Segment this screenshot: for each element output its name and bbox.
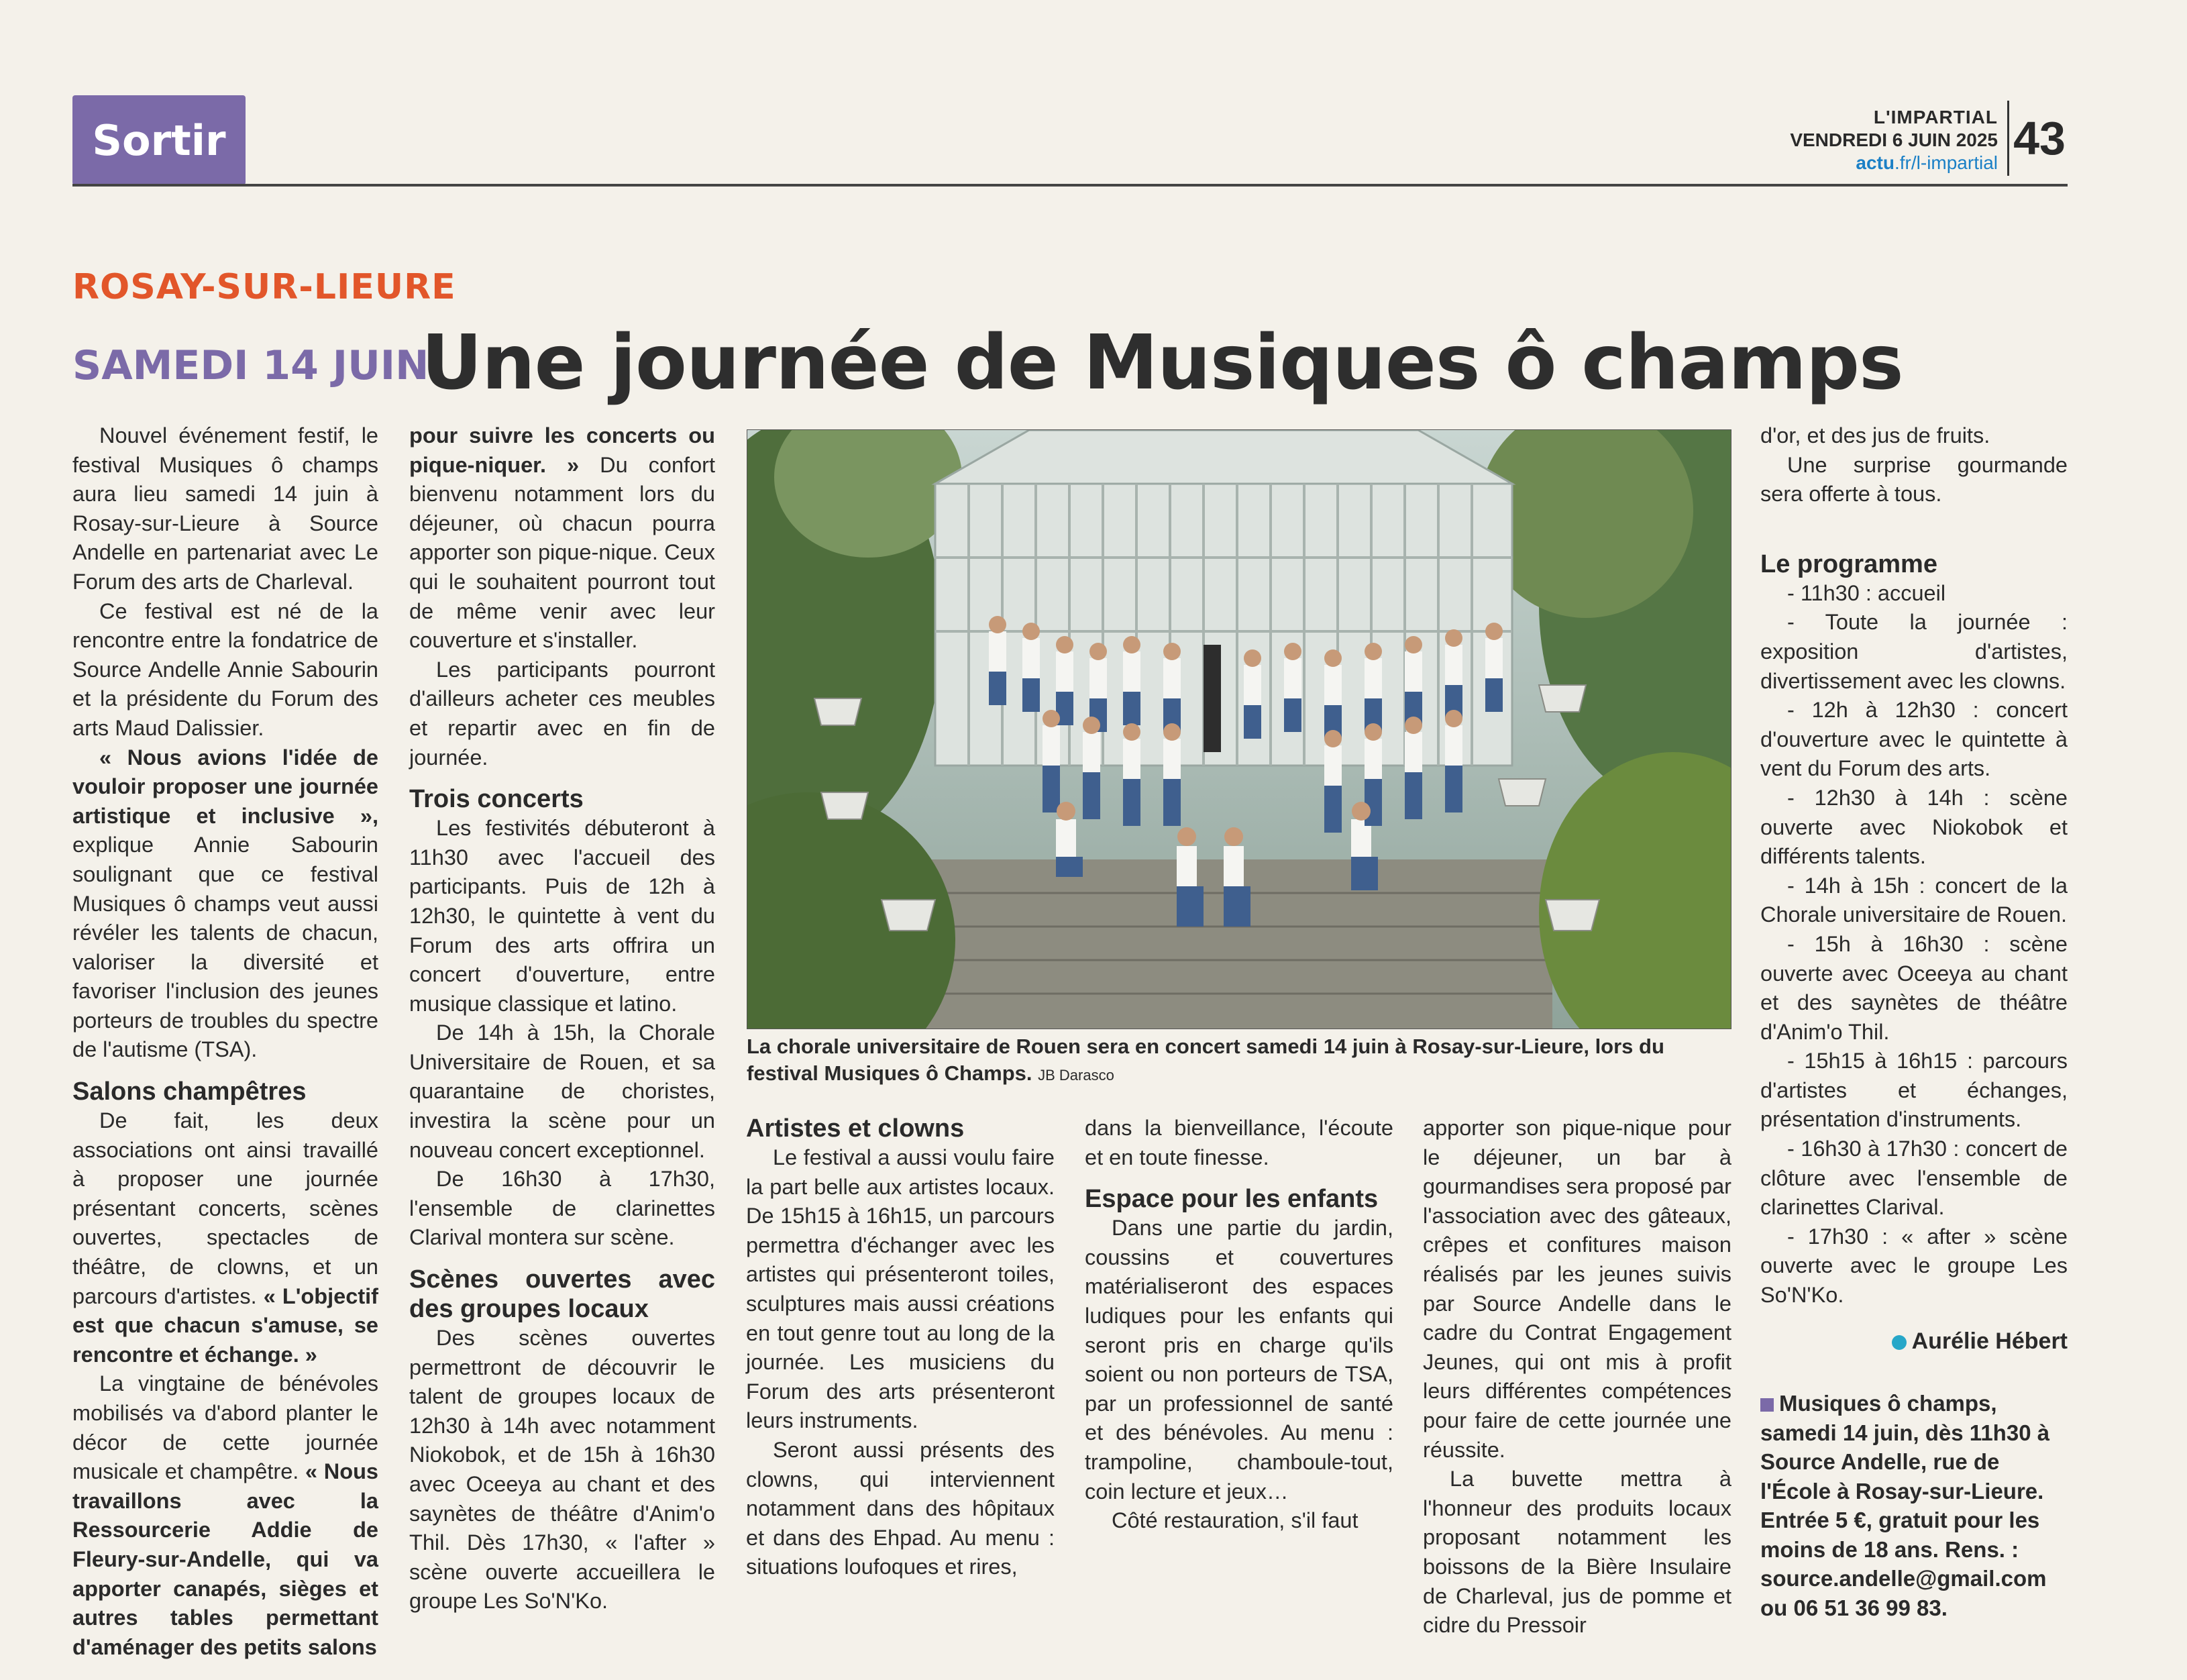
paragraph: Une surprise gourmande sera offerte à tous. [1760,452,2068,507]
program-item: - Toute la journée : exposition d'artistes, divertissement avec les clowns. [1760,610,2068,693]
program-item: - 14h à 15h : concert de la Chorale universitaire de Rouen. [1760,873,2068,927]
masthead [1677,106,1998,174]
square-bullet-icon [1760,1398,1774,1412]
bullet-icon [1892,1335,1907,1350]
paragraph [409,421,715,655]
paragraph: Nouvel événement festif, le festival Musiques ô champs aura lieu samedi 14 juin à Rosay-sur-Lieure à Source Andelle en partenariat avec Le Forum des arts de Charleval. [72,423,378,594]
program-item: - 16h30 à 17h30 : concert de clôture avec l'ensemble de clarinettes Clarival. [1760,1137,2068,1220]
paragraph: Les participants pourront d'ailleurs acheter ces meubles et repartir avec en fin de journée. [409,657,715,770]
paragraph [72,1106,378,1369]
locality: ROSAY-SUR-LIEURE [72,267,456,307]
subheading: Salons champêtres [72,1078,307,1106]
text: explique Annie Sabourin soulignant que ce festival Musiques ô champs veut aussi révéler les talents de chacun, valoriser la diversité et favoriser l'inclusion des jeunes porteurs de troubles du spectre de l'autisme (TSA). [72,833,378,1062]
paragraph: Ce festival est né de la rencontre entre la fondatrice de Source Andelle Annie Sabourin et la présidente du Forum des arts Maud Dalissier. [72,598,378,740]
kicker: SAMEDI 14 JUIN. [72,342,445,389]
header-rule [72,184,2068,187]
photo-caption [747,1033,1730,1089]
paragraph: Les festivités débuteront à 11h30 avec l'accueil des participants. Puis de 12h à 12h30, le quintette à vent du Forum des arts offrira un concert d'ouverture, entre musique classique et latino. [409,816,715,1016]
issue-date: VENDREDI 6 JUIN 2025 [1790,129,1998,150]
practical-info [1760,1389,2068,1622]
subheading: Espace pour les enfants [1085,1185,1379,1214]
subheading: Le programme [1760,549,1937,578]
subheading: Trois concerts [409,785,584,814]
quote: pour suivre les concerts ou pique-niquer. » [409,423,715,477]
article-column-5 [746,1114,1055,1582]
article-column-8 [1760,421,2068,1310]
quote: « Nous travaillons avec la Ressourcerie Addie de Fleury-sur-Andelle, qui va apporter canapés, sièges et autres tables permettant d'aménager des petits salons [72,1459,378,1659]
paragraph: dans la bienveillance, l'écoute et en toute finesse. [1085,1116,1393,1169]
paragraph [72,1369,378,1662]
info-text: Musiques ô champs, samedi 14 juin, dès 11h30 à Source Andelle, rue de l'École à Rosay-sur-Lieure. Entrée 5 €, gratuit pour les moins de 18 ans. Rens. : source.andelle@gmail.com ou 06 51 36 99 83. [1760,1391,2050,1620]
text: De fait, les deux associations ont ainsi travaillé à proposer une journée présentant concerts, scènes ouvertes, spectacles de théâtre, de clowns, et un parcours d'artistes. [72,1108,378,1308]
text: La vingtaine de bénévoles mobilisés va d'abord planter le décor de cette journée musicale et champêtre. [72,1371,378,1484]
paragraph: Seront aussi présents des clowns, qui interviennent notamment dans des hôpitaux et dans des Ehpad. Au menu : situations loufoques et rires, [746,1437,1055,1579]
quote: « Nous avions l'idée de vouloir proposer une journée artistique et inclusive », [72,745,378,828]
url-rest: .fr/l-impartial [1894,152,1998,173]
program-item: - 17h30 : « after » scène ouverte avec le groupe Les So'N'Ko. [1760,1224,2068,1308]
quote: « L'objectif est que chacun s'amuse, se rencontre et échange. » [72,1283,378,1367]
choir-photo [747,429,1731,1029]
subheading: Scènes ouvertes avec des groupes locaux [409,1265,715,1324]
author-name: Aurélie Hébert [1911,1328,2068,1354]
program-item: - 11h30 : accueil [1787,580,1946,605]
paragraph: La buvette mettra à l'honneur des produits locaux proposant notamment les boissons de la Bière Insulaire de Charleval, jus de pomme et cidre du Pressoir [1423,1467,1731,1638]
page-number: 43 [2007,101,2070,176]
paragraph [72,743,378,1065]
url-site: actu [1856,152,1895,173]
paragraph: d'or, et des jus de fruits. [1760,423,1990,448]
photo-illustration [747,430,1731,1029]
program-item: - 15h15 à 16h15 : parcours d'artistes et échanges, présentation d'instruments. [1760,1049,2068,1132]
program-item: - 15h à 16h30 : scène ouverte avec Oceeya au chant et des saynètes de théâtre d'Anim'o Thil. [1760,931,2068,1044]
website-link[interactable] [1677,152,1998,174]
caption-text: La chorale universitaire de Rouen sera en concert samedi 14 juin à Rosay-sur-Lieure, lors du festival Musiques ô Champs. [747,1035,1664,1085]
article-column-1 [72,421,378,1662]
text: Du confort bienvenu notamment lors du déjeuner, où chacun pourra apporter son pique-nique. Ceux qui le souhaitent pourront tout de même venir avec leur couverture et s'installer. [409,452,715,653]
paragraph: De 16h30 à 17h30, l'ensemble de clarinettes Clarival montera sur scène. [409,1167,715,1250]
section-label: Sortir [72,95,246,185]
paragraph: Côté restauration, s'il faut [1112,1508,1358,1533]
author-byline [1760,1328,2068,1355]
article-column-2 [409,421,715,1616]
newspaper-name: L'IMPARTIAL [1873,107,1998,127]
photo-credit: JB Darasco [1038,1067,1114,1084]
article-column-6 [1085,1114,1393,1536]
headline: Une journée de Musiques ô champs [421,319,1903,407]
paragraph: Le festival a aussi voulu faire la part belle aux artistes locaux. De 15h15 à 16h15, un parcours permettra d'échanger avec les artistes qui présenteront toiles, sculptures mais aussi créations en tout genre tout au long de la journée. Les musiciens du Forum des arts présenteront leurs instruments. [746,1145,1055,1433]
paragraph: apporter son pique-nique pour le déjeuner, un bar à gourmandises sera proposé par l'association avec des gâteaux, crêpes et confitures maison réalisés par les jeunes suivis par Source Andelle dans le cadre du Contrat Engagement Jeunes, qui ont mis à profit leurs différentes compétences pour faire de cette journée une réussite. [1423,1116,1731,1462]
subheading: Artistes et clowns [746,1114,965,1143]
paragraph: De 14h à 15h, la Chorale Universitaire de Rouen, et sa quarantaine de choristes, investira la scène pour un nouveau concert exceptionnel. [409,1020,715,1162]
paragraph: Des scènes ouvertes permettront de découvrir le talent de groupes locaux de 12h30 à 14h avec notamment Niokobok, et de 15h à 16h30 avec Oceeya au chant et des saynètes de théâtre d'Anim'o Thil. Dès 17h30, « l'after » scène ouverte accueillera le groupe Les So'N'Ko. [409,1326,715,1614]
paragraph: Dans une partie du jardin, coussins et couvertures matérialiseront des espaces ludiques pour les enfants qui seront pris en charge qu'ils soient ou non porteurs de TSA, par un professionnel de santé et des bénévoles. Au menu : trampoline, chamboule-tout, coin lecture et jeux… [1085,1216,1393,1504]
article-column-7 [1423,1114,1731,1640]
program-item: - 12h30 à 14h : scène ouverte avec Niokobok et différents talents. [1760,785,2068,869]
program-item: - 12h à 12h30 : concert d'ouverture avec le quintette à vent du Forum des arts. [1760,698,2068,781]
